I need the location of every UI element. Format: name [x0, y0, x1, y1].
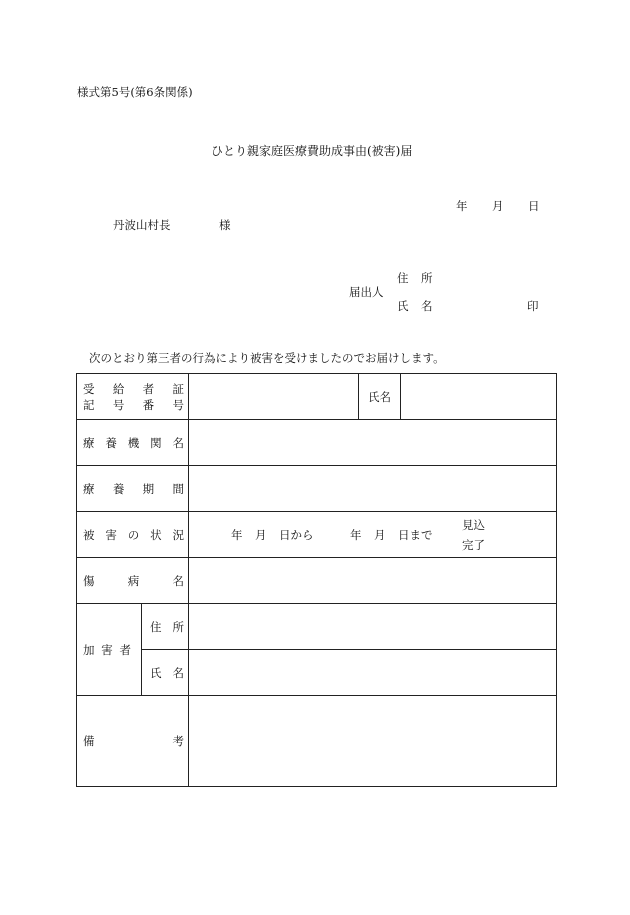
seal-mark: 印: [527, 299, 539, 313]
recipient-cert-input[interactable]: [189, 374, 359, 420]
char: 所: [172, 619, 184, 634]
perpetrator-label: [77, 604, 142, 696]
char: 害: [101, 642, 113, 657]
recipient-cert-line2: [83, 397, 184, 413]
char: 氏: [150, 665, 162, 680]
applicant-name-label-1: 氏: [397, 299, 409, 313]
injury-input[interactable]: [189, 558, 557, 604]
page-title: ひとり親家庭医療費助成事由(被害)届: [211, 144, 413, 158]
injury-label: [77, 558, 189, 604]
institution-input[interactable]: [189, 420, 557, 466]
char: 病: [127, 573, 140, 588]
row-damage-status: [77, 512, 557, 558]
char: 記: [83, 397, 95, 412]
char: 備: [83, 734, 95, 748]
to-month: 月: [374, 528, 386, 542]
from-year: 年: [231, 528, 243, 542]
char: 間: [172, 481, 184, 496]
to-day: 日まで: [398, 528, 433, 542]
char: 害: [105, 527, 117, 542]
recipient-cert-line1: [83, 381, 184, 397]
char: 者: [119, 642, 131, 657]
char: 証: [172, 381, 184, 396]
name-input[interactable]: [401, 374, 557, 420]
char: 養: [105, 435, 117, 450]
char: 号: [172, 397, 184, 412]
char: 期: [142, 481, 155, 496]
applicant-name-label-2: 名: [421, 299, 433, 313]
char: 療: [83, 481, 95, 496]
status-expected: 見込: [462, 518, 485, 532]
char: 名: [172, 665, 184, 680]
row-perpetrator-address: [77, 604, 557, 650]
addressee-name: 丹波山村長: [113, 218, 171, 232]
char: 受: [83, 381, 95, 396]
addressee-honorific: 様: [219, 218, 231, 232]
char: 者: [142, 381, 155, 396]
row-period: [77, 466, 557, 512]
remarks-input[interactable]: [189, 696, 557, 787]
recipient-cert-label: [77, 374, 189, 420]
name-label-cell: 氏名: [359, 374, 401, 420]
applicant-address-label-1: 住: [397, 271, 409, 285]
char: 養: [112, 481, 125, 496]
row-injury: [77, 558, 557, 604]
intro-text: 次のとおり第三者の行為により被害を受けましたのでお届けします。: [89, 351, 445, 365]
damage-status-label: [77, 512, 189, 558]
perp-name-input[interactable]: [189, 650, 557, 696]
char: 名: [172, 573, 184, 588]
char: 住: [150, 619, 162, 634]
char: 状: [150, 527, 162, 542]
date-month: 月: [492, 199, 504, 213]
institution-label: [77, 420, 189, 466]
period-input[interactable]: [189, 466, 557, 512]
char: 加: [83, 642, 95, 657]
char: の: [127, 527, 140, 542]
perp-name-label: [142, 650, 189, 696]
row-remarks: [77, 696, 557, 787]
damage-period-cell[interactable]: [189, 512, 557, 558]
from-month: 月: [255, 528, 267, 542]
char: 関: [150, 435, 162, 450]
applicant-label: 届出人: [349, 285, 384, 299]
char: 療: [83, 435, 95, 450]
applicant-address-label-2: 所: [421, 271, 433, 285]
perp-address-input[interactable]: [189, 604, 557, 650]
remarks-label: [77, 696, 189, 787]
to-year: 年: [350, 528, 362, 542]
from-day: 日から: [279, 528, 314, 542]
form-number: 様式第5号(第6条関係): [77, 85, 193, 99]
char: 況: [172, 527, 184, 542]
char: 号: [112, 397, 125, 412]
report-table: [76, 373, 557, 787]
status-completed: 完了: [462, 538, 485, 552]
period-label: [77, 466, 189, 512]
char: 被: [83, 527, 95, 542]
char: 給: [112, 381, 125, 396]
date-year: 年: [456, 199, 468, 213]
perp-address-label: [142, 604, 189, 650]
char: 考: [172, 734, 184, 748]
char: 名: [172, 435, 184, 450]
date-day: 日: [528, 199, 540, 213]
char: 機: [127, 435, 140, 450]
char: 番: [142, 397, 155, 412]
row-recipient-cert: [77, 374, 557, 420]
row-perpetrator-name: [77, 650, 557, 696]
row-institution: [77, 420, 557, 466]
char: 傷: [83, 573, 95, 588]
